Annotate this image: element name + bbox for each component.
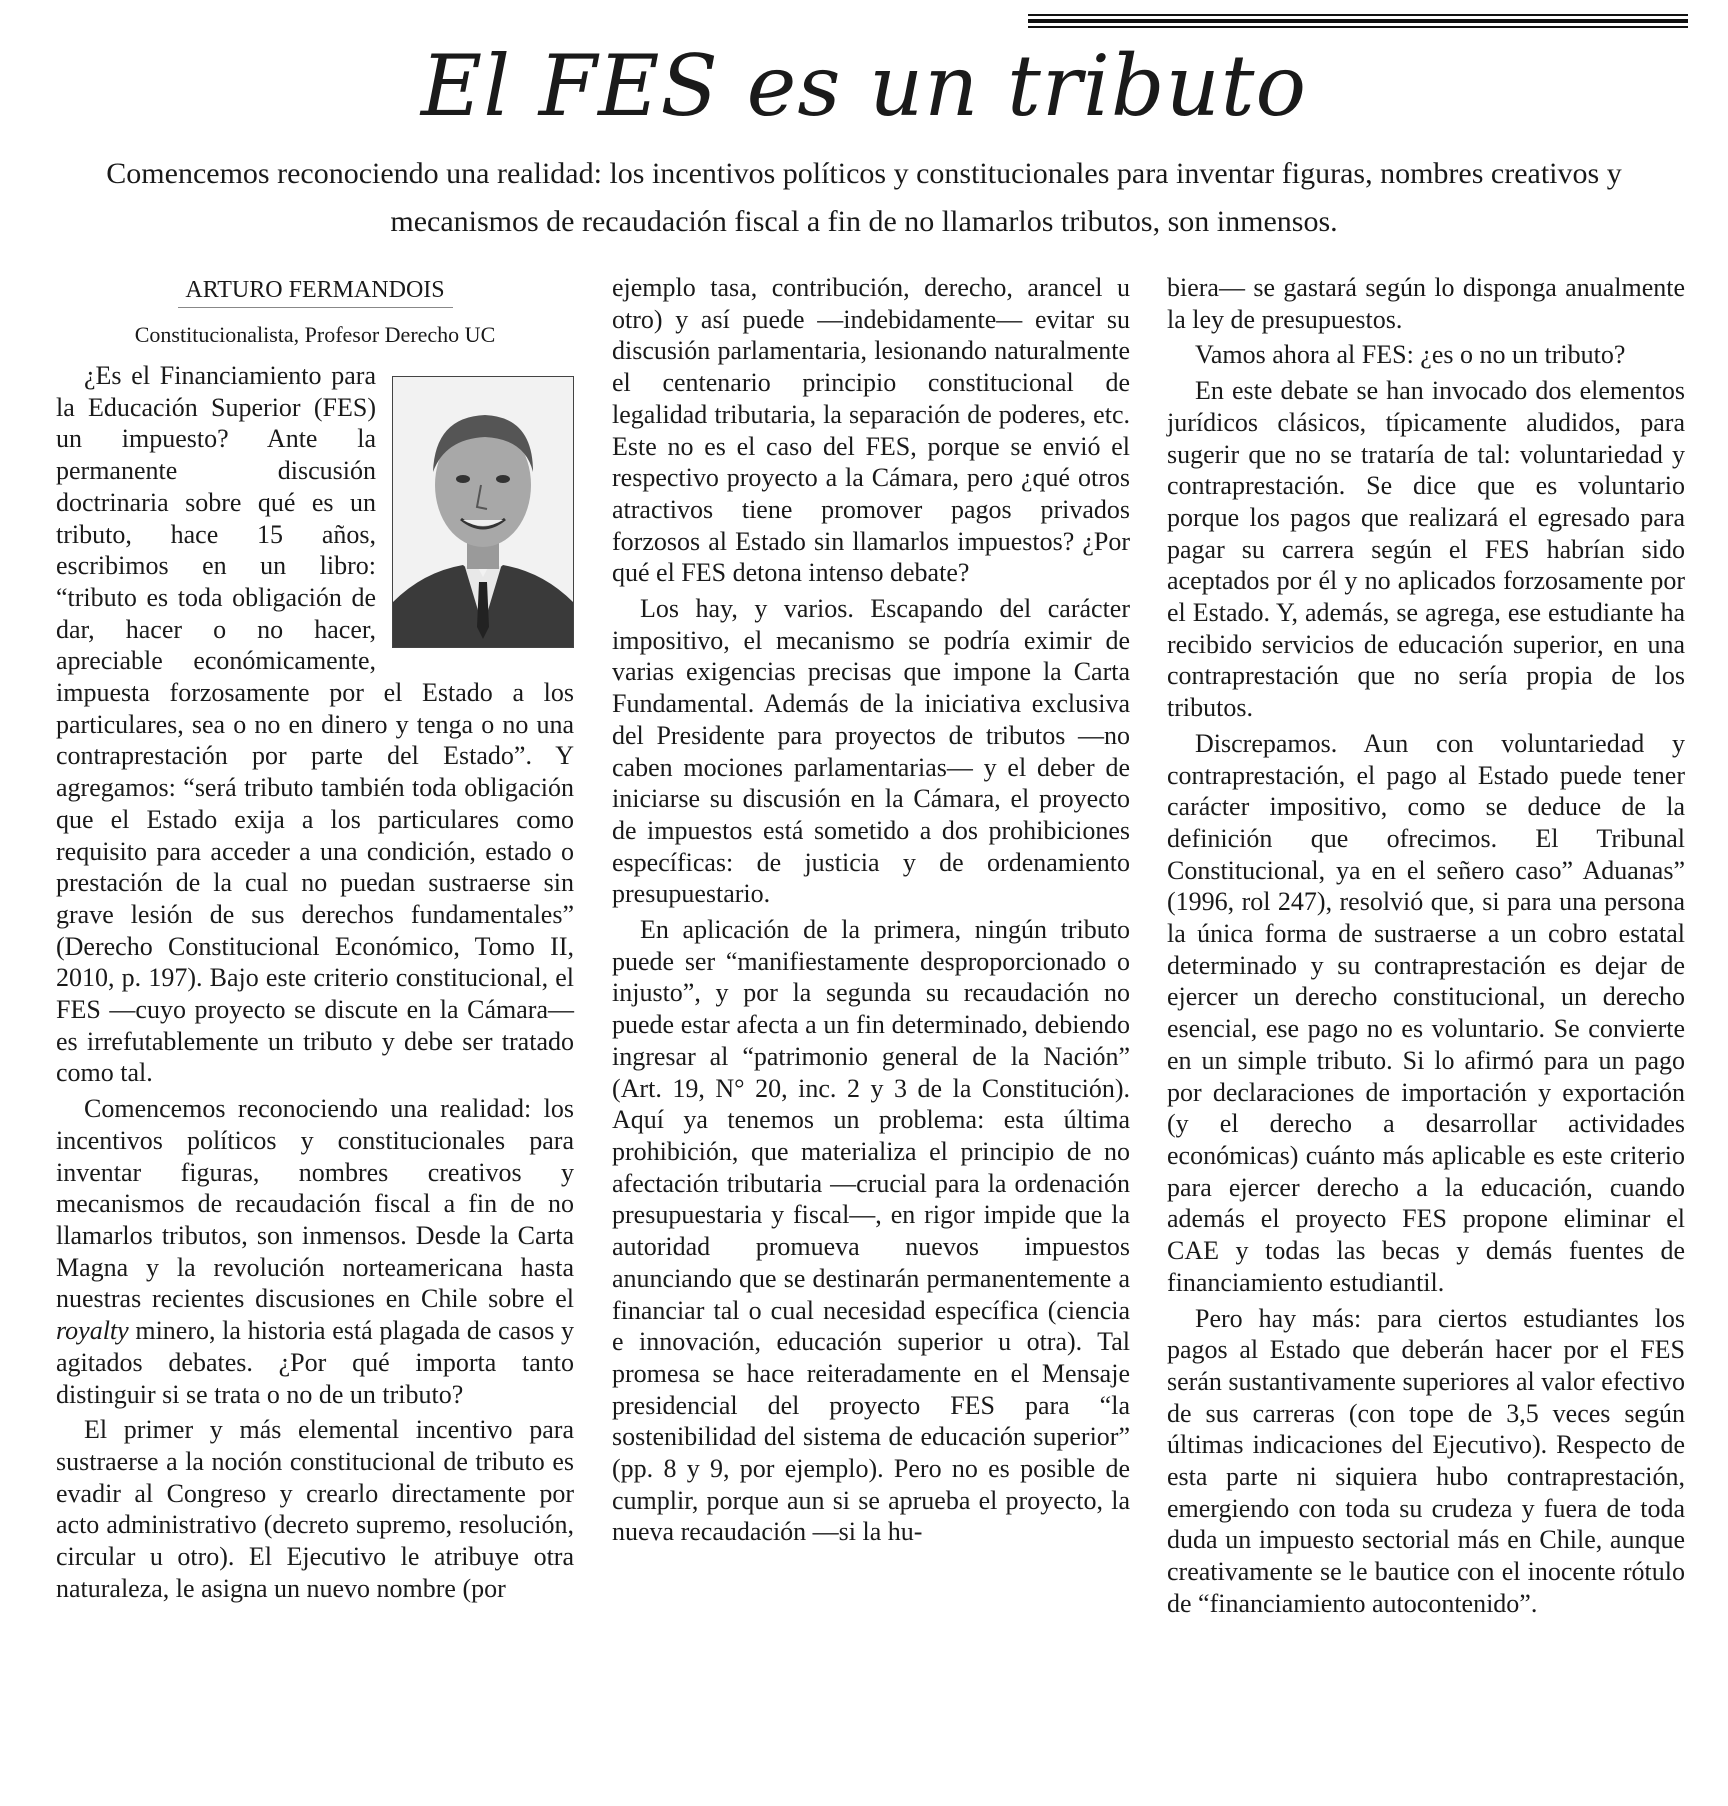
italic-term: royalty (56, 1316, 129, 1346)
paragraph-text: Comencemos reconociendo una realidad: los incentivos políticos y constitucionales para inventar figuras, nombres creativos y mecanismos de recaudación fiscal a fin de no llamarlos tributos, son inmensos. Desde la Carta Magna y la revolución norteamericana hasta nuestras recientes discusiones en Chile sobre el (56, 1094, 574, 1314)
column-3 (1167, 272, 1685, 1624)
paragraph: En aplicación de la primera, ningún tributo puede ser “manifiestamente desproporcionado o injusto”, y por la segunda su recaudación no puede estar afecta a un fin determinado, debiendo ingresar al “patrimonio general de la Nación” (Art. 19, N° 20, inc. 2 y 3 de la Constitución). Aquí ya tenemos un problema: esta última prohibición, que materializa el principio de no afectación tributaria —crucial para la ordenación presupuestaria y fiscal—, en rigor impide que la autoridad promueva nuevos impuestos anunciando que se destinarán permanentemente a financiar tal o cual necesidad específica (ciencia e innovación, educación superior u otra). Tal promesa se hace reiteradamente en el Mensaje presidencial del proyecto FES para “la sostenibilidad del sistema de educación superior” (pp. 8 y 9, por ejemplo). Pero no es posible de cumplir, porque aun si se aprueba el proyecto, la nueva recaudación —si la hu- (612, 915, 1130, 1547)
paragraph: El primer y más elemental incentivo para sustraerse a la noción constitucional de tributo es evadir al Congreso y crearlo directamente por acto administrativo (decreto supremo, resolución, circular u otro). El Ejecutivo le atribuye otra naturaleza, le asigna un nuevo nombre (por (56, 1415, 574, 1603)
paragraph: Vamos ahora al FES: ¿es o no un tributo? (1195, 340, 1626, 370)
author-photo (392, 376, 574, 648)
paragraph: En este debate se han invocado dos elementos jurídicos clásicos, típicamente aludidos, para sugerir que no se trataría de tal: voluntariedad y contraprestación. Se dice que es voluntario porque los pagos que realizará el egresado para pagar su carrera según el FES habrían sido aceptados por él y no aplicados forzosamente por el Estado. Y, además, se agrega, ese estudiante ha recibido servicios de educación superior, en una contraprestación que no sería propia de los tributos. (1167, 376, 1685, 723)
author-role: Constitucionalista, Profesor Derecho UC (134, 322, 496, 347)
column-2 (612, 272, 1130, 1552)
header-rule-bottom (1028, 26, 1688, 28)
author-name: ARTURO FERMANDOIS (178, 276, 453, 308)
paragraph: Discrepamos. Aun con voluntariedad y contraprestación, el pago al Estado puede tener carácter impositivo, como se deduce de la definición que ofrecimos. El Tribunal Constitucional, ya en el señero caso” Aduanas” (1996, rol 247), resolvió que, si para una persona la única forma de sustraerse a un cobro estatal determinado y su contraprestación es dejar de ejercer un derecho constitucional, un derecho esencial, ese pago no es voluntario. Se convierte en un simple tributo. Si lo afirmó para un pago por declaraciones de importación y exportación (y el derecho a desarrollar actividades económicas) cuánto más aplicable es este criterio para ejercer derecho a la educación, cuando además el proyecto FES propone eliminar el CAE y todas las becas y demás fuentes de financiamiento estudiantil. (1167, 728, 1685, 1297)
paragraph: ¿Es el Financiamiento para la Educación Superior (FES) un impuesto? Ante la permanente discusión doctrinaria sobre qué es un tributo, hace 15 años, escribimos en un libro: “tributo es toda obligación de dar, hacer o no hacer, apreciable económicamente, impuesta forzosamente por el Estado a los particulares, sea o no en dinero y tenga o no una contraprestación por parte del Estado”. Y agregamos: “será tributo también toda obligación que el Estado exija a los particulares como requisito para acceder a una condición, estado o prestación de la cual no puedan sustraerse sin grave lesión de sus derechos fundamentales” (Derecho Constitucional Económico, Tomo II, 2010, p. 197). Bajo este criterio constitucional, el FES —cuyo proyecto se discute en la Cámara— es irrefutablemente un tributo y debe ser tratado como tal. (56, 361, 574, 1088)
column-1 (56, 272, 574, 1608)
paragraph (56, 1093, 574, 1410)
header-rule-thick (1028, 19, 1688, 23)
paragraph: Pero hay más: para ciertos estudiantes los pagos al Estado que deberán hacer por el FES serán sustantivamente superiores al valor efectivo de sus carreras (con tope de 3,5 veces según últimas indicaciones del Ejecutivo). Respecto de esta parte ni siquiera hubo contraprestación, emergiendo con toda su crudeza y fuera de toda duda un impuesto sectorial más en Chile, aunque creativamente se le bautice con el inocente rótulo de “financiamiento autocontenido”. (1167, 1303, 1685, 1618)
author-portrait-image (393, 377, 573, 647)
headline: El FES es un tributo (420, 37, 1308, 135)
lede: Comencemos reconociendo una realidad: los incentivos políticos y constitucionales para inventar figuras, nombres creativos y mecanismos de recaudación fiscal a fin de no llamarlos tributos, son inmensos. (106, 157, 1622, 238)
paragraph: ejemplo tasa, contribución, derecho, arancel u otro) y así puede —indebidamente— evitar su discusión parlamentaria, lesionando naturalmente el centenario principio constitucional de legalidad tributaria, la separación de poderes, etc. Este no es el caso del FES, porque se envió el respectivo proyecto a la Cámara, pero ¿qué otros atractivos tiene promover pagos privados forzosos al Estado sin llamarlos impuestos? ¿Por qué el FES detona intenso debate? (612, 273, 1130, 588)
paragraph-text: minero, la historia está plagada de casos y agitados debates. ¿Por qué importa tanto distinguir si se trata o no de un tributo? (56, 1316, 574, 1409)
paragraph: biera— se gastará según lo disponga anualmente la ley de presupuestos. (1167, 273, 1685, 334)
header-rule-top (1028, 14, 1688, 16)
paragraph: Los hay, y varios. Escapando del carácter impositivo, el mecanismo se podría eximir de varias exigencias precisas que impone la Carta Fundamental. Además de la iniciativa exclusiva del Presidente para proyectos de tributos —no caben mociones parlamentarias— y el deber de iniciarse su discusión en la Cámara, el proyecto de impuestos está sometido a dos prohibiciones específicas: de justicia y de ordenamiento presupuestario. (612, 594, 1130, 909)
